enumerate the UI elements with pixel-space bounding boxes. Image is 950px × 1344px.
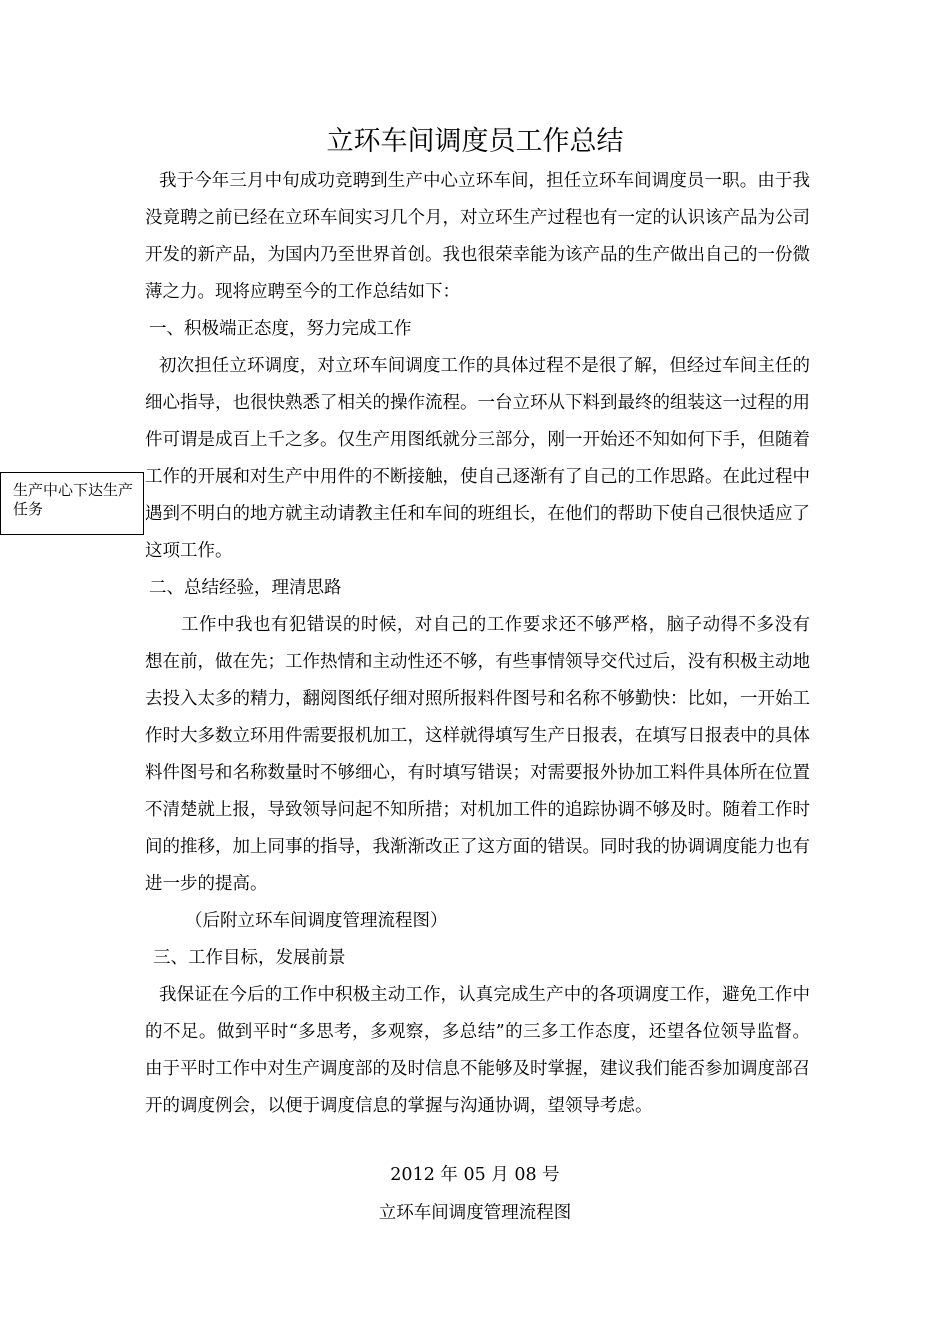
section-heading-3: 三、工作目标，发展前景: [153, 948, 346, 968]
section-heading-1: 一、积极端正态度，努力完成工作: [149, 319, 412, 339]
section-heading-2: 二、总结经验，理清思路: [149, 578, 342, 598]
document-date: 2012 年 05 月 08 号: [390, 1165, 560, 1185]
flowchart-title: 立环车间调度管理流程图: [378, 1203, 572, 1223]
intro-paragraph: 我于今年三月中旬成功竞聘到生产中心立环车间，担任立环车间调度员一职。由于我没竟聘之前已经在立环车间实习几个月，对立环生产过程也有一定的认识该产品为公司开发的新产品，为国内乃至世界首创。我也很荣幸能为该产品的生产做出自己的一份微薄之力。现将应聘至今的工作总结如下：: [145, 171, 810, 302]
section-1-paragraph: 初次担任立环调度，对立环车间调度工作的具体过程不是很了解，但经过车间主任的细心指导，也很快熟悉了相关的操作流程。一台立环从下料到最终的组装这一过程的用件可谓是成百上千之多。仅生产用图纸就分三部分，刚一开始还不知如何下手，但随着工作的开展和对生产中用件的不断接触，使自己逐渐有了自己的工作思路。在此过程中遇到不明白的地方就主动请教主任和车间的班组长，在他们的帮助下使自己很快适应了这项工作。: [145, 356, 810, 561]
document-title: 立环车间调度员工作总结: [326, 126, 624, 157]
section-3-paragraph: 我保证在今后的工作中积极主动工作，认真完成生产中的各项调度工作，避免工作中的不足。做到平时“多思考，多观察，多总结”的三多工作态度，还望各位领导监督。由于平时工作中对生产调度部的及时信息不能够及时掌握，建议我们能否参加调度部召开的调度例会，以便于调度信息的掌握与沟通协调，望领导考虑。: [145, 985, 810, 1116]
flowchart-note: （后附立环车间调度管理流程图）: [185, 911, 448, 931]
flowchart-start-box: 生产中心下达生产任务: [0, 472, 144, 535]
document-body: [145, 163, 810, 1125]
section-2-paragraph: 工作中我也有犯错误的时候，对自己的工作要求还不够严格，脑子动得不多没有想在前，做在先；工作热情和主动性还不够，有些事情领导交代过后，没有积极主动地去投入太多的精力，翻阅图纸仔细对照所报料件图号和名称不够勤快：比如，一开始工作时大多数立环用件需要报机加工，这样就得填写生产日报表，在填写日报表中的具体料件图号和名称数量时不够细心，有时填写错误；对需要报外协加工料件具体所在位置不清楚就上报，导致领导问起不知所措；对机加工件的追踪协调不够及时。随着工作时间的推移，加上同事的指导，我渐渐改正了这方面的错误。同时我的协调调度能力也有进一步的提高。: [145, 615, 810, 894]
